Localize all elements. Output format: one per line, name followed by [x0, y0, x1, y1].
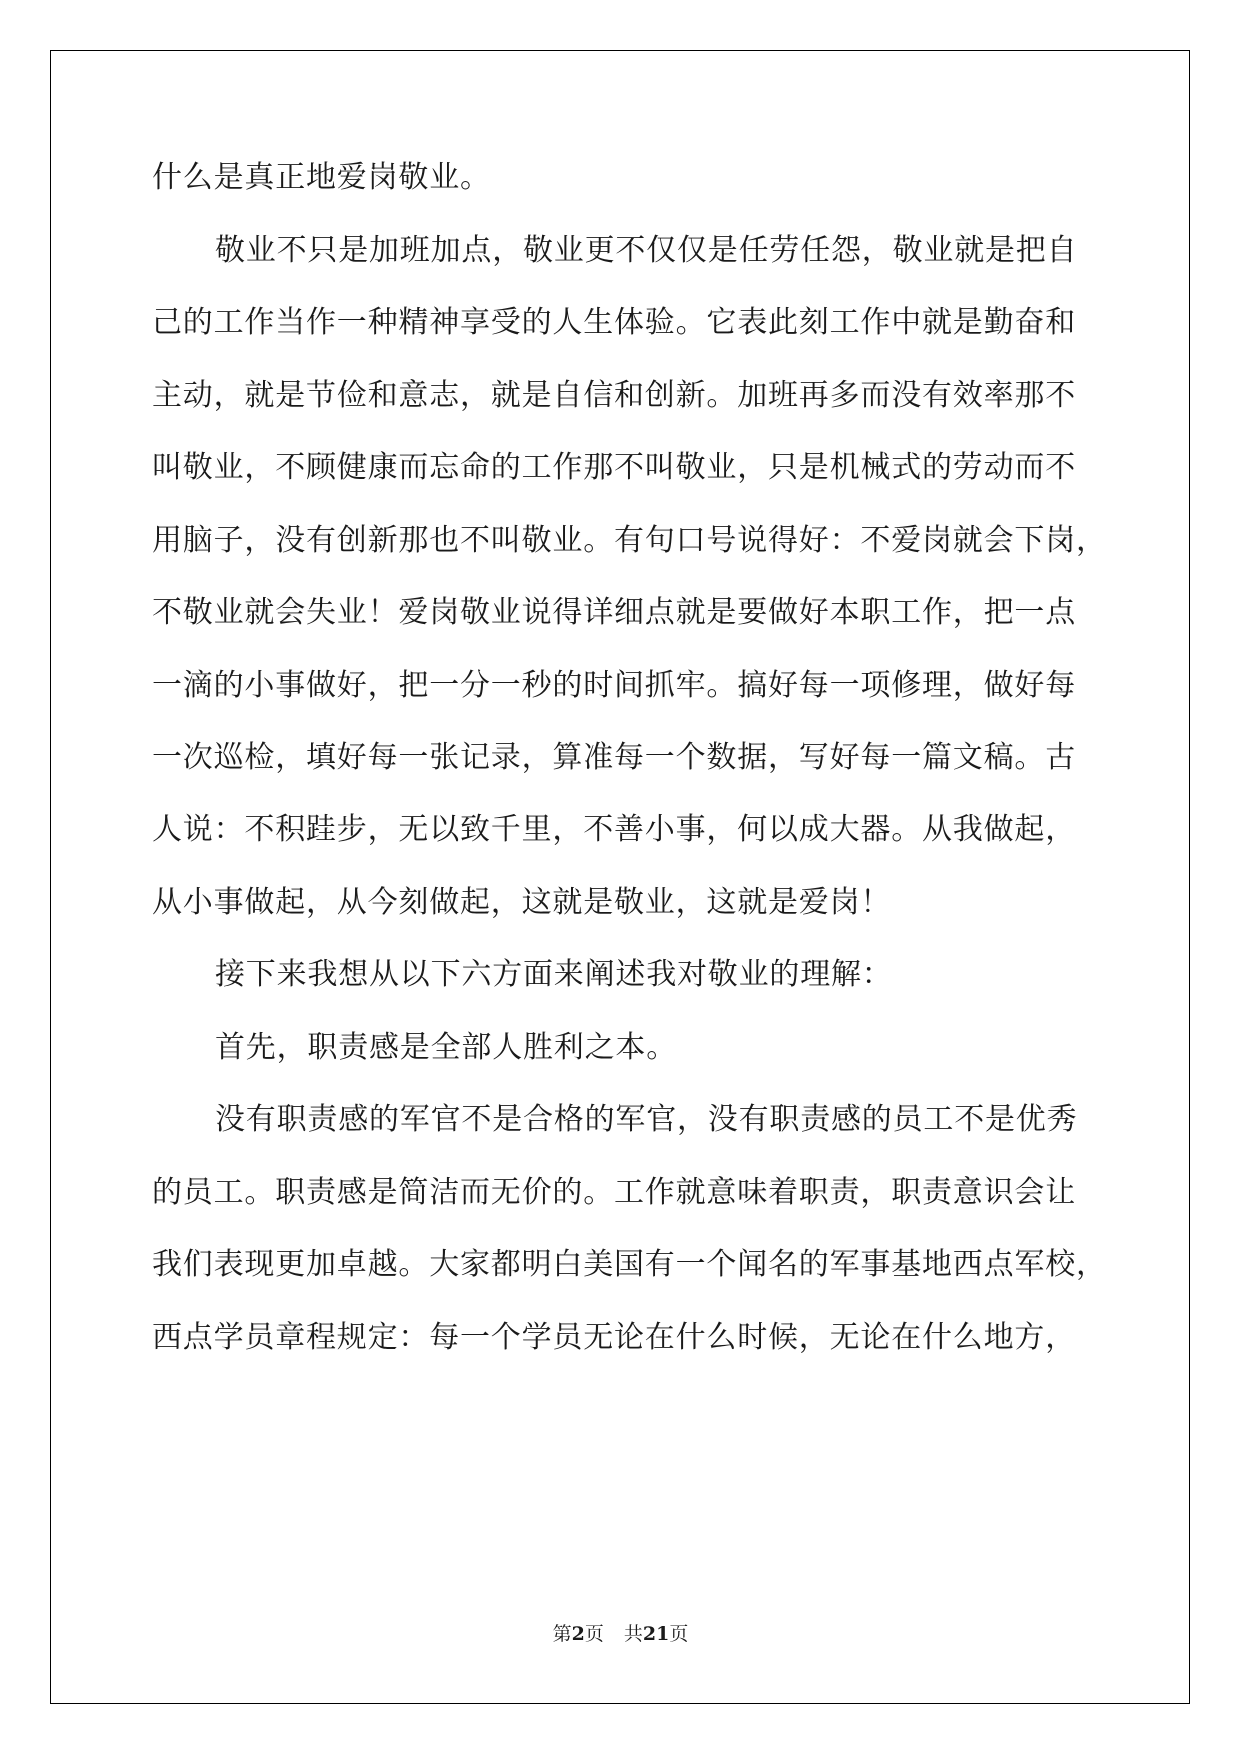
text-line: 什么是真正地爱岗敬业。 [152, 160, 491, 195]
text-line: 敬业不只是加班加点，敬业更不仅仅是任劳任怨，敬业就是把自 [215, 233, 1078, 268]
text-line: 主动，就是节俭和意志，就是自信和创新。加班再多而没有效率那不 [152, 378, 1076, 413]
text-line: 首先，职责感是全部人胜利之本。 [215, 1030, 677, 1065]
text-line: 人说：不积跬步，无以致千里，不善小事，何以成大器。从我做起， [152, 812, 1076, 847]
text-line: 一次巡检，填好每一张记录，算准每一个数据，写好每一篇文稿。古 [152, 740, 1076, 775]
page-footer [0, 1622, 1241, 1646]
text-line: 没有职责感的军官不是合格的军官，没有职责感的员工不是优秀 [215, 1102, 1078, 1137]
total-pages: 共21页 [623, 1623, 689, 1645]
text-line: 一滴的小事做好，把一分一秒的时间抓牢。搞好每一项修理，做好每 [152, 668, 1076, 703]
text-line: 不敬业就会失业！爱岗敬业说得详细点就是要做好本职工作，把一点 [152, 595, 1076, 630]
text-line: 接下来我想从以下六方面来阐述我对敬业的理解： [215, 957, 893, 992]
text-line: 用脑子，没有创新那也不叫敬业。有句口号说得好：不爱岗就会下岗， [152, 523, 1107, 558]
text-line: 叫敬业，不顾健康而忘命的工作那不叫敬业，只是机械式的劳动而不 [152, 450, 1076, 485]
text-line: 从小事做起，从今刻做起，这就是敬业，这就是爱岗！ [152, 885, 892, 920]
text-line: 我们表现更加卓越。大家都明白美国有一个闻名的军事基地西点军校， [152, 1247, 1107, 1282]
page-number: 第2页 [552, 1623, 604, 1645]
text-line: 的员工。职责感是简洁而无价的。工作就意味着职责，职责意识会让 [152, 1175, 1076, 1210]
text-line: 西点学员章程规定：每一个学员无论在什么时候，无论在什么地方， [152, 1320, 1076, 1355]
text-line: 己的工作当作一种精神享受的人生体验。它表此刻工作中就是勤奋和 [152, 305, 1076, 340]
